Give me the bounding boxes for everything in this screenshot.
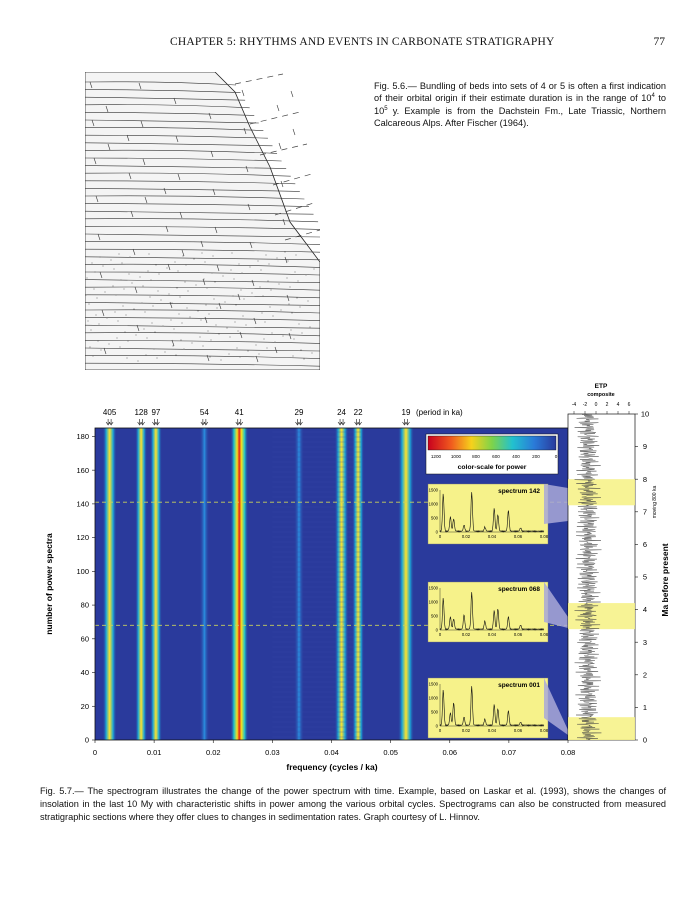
colorscale-bar (428, 436, 556, 450)
etp-panel (568, 383, 670, 745)
etp-right-tick: 4 (642, 605, 648, 615)
y-tick-label: 180 (76, 432, 89, 442)
etp-right-tick: 0 (642, 735, 648, 745)
y-tick-label: 80 (80, 600, 89, 610)
inset-title: spectrum 001 (498, 682, 540, 689)
colorscale-legend (426, 434, 558, 474)
dachstein-outcrop-sketch (85, 72, 320, 370)
etp-right-tick: 1 (642, 703, 648, 712)
period-arrow (338, 419, 345, 425)
colorscale-tick: 1000 (450, 454, 462, 459)
etp-subtitle: composite (587, 392, 615, 398)
etp-right-tick: 10 (640, 409, 650, 419)
period-arrow (295, 419, 302, 425)
period-label: 97 (151, 408, 161, 417)
inset-y-tick: 0 (435, 627, 438, 633)
colorscale-tick: 1200 (430, 454, 442, 459)
y-tick-label: 20 (80, 701, 89, 711)
running-head: CHAPTER 5: RHYTHMS AND EVENTS IN CARBONATE STRATIGRAPHY (170, 36, 555, 48)
etp-right-tick: 6 (642, 540, 648, 549)
x-tick-label: 0.01 (146, 748, 162, 757)
inset-x-tick: 0.02 (461, 728, 471, 733)
etp-x-tick: -4 (571, 402, 577, 408)
inset-y-tick: 500 (431, 515, 438, 521)
figure-5-7-caption: Fig. 5.7.— The spectrogram illustrates the change of the power spectrum with time. Example, based on Laskar et al. (1993), shows the changes of insolation in the last 10 My with characteristic shifts in power among the various orbital cycles. Spectrograms can also be constructed from measured stratigraphic sections where they offer clues to changes in sedimentation rates. Graph courtesy of L. Hinnov. (40, 786, 666, 822)
inset-x-tick: 0 (438, 728, 442, 733)
etp-window-0 (568, 717, 635, 740)
inset-x-tick: 0 (438, 534, 442, 539)
y-tick-label: 40 (80, 668, 89, 678)
band-405 (103, 428, 117, 740)
figure-5-6-caption: Fig. 5.6.— Bundling of beds into sets of 4 or 5 is often a first indication of their orbital origin if their estimate duration is in the range of $10^4$ to $10^5$ y. Example is from the Dachstein Fm., Late Triassic, Northern Calcareous Alps. After Fischer (1964). (374, 81, 667, 129)
y-tick-label: 0 (84, 735, 89, 745)
colorscale-tick: 800 (472, 454, 480, 459)
inset-title: spectrum 068 (498, 586, 540, 593)
etp-right-tick: 2 (642, 670, 648, 680)
period-label: 41 (234, 408, 244, 417)
etp-x-tick: 6 (627, 402, 631, 408)
inset-x-tick: 0.06 (513, 534, 523, 539)
colorscale-tick: 400 (512, 454, 520, 459)
y-tick-label: 140 (76, 499, 89, 509)
inset-y-tick: 1500 (428, 681, 438, 687)
inset-x-tick: 0.04 (487, 534, 497, 539)
x-tick-label: 0.05 (383, 748, 398, 757)
period-arrow (138, 419, 145, 425)
etp-right-tick: 7 (642, 507, 648, 517)
inset-x-tick: 0.06 (513, 632, 523, 637)
x-tick-label: 0.06 (442, 748, 458, 757)
colorscale-tick: 0 (554, 454, 558, 459)
page-header (0, 36, 695, 52)
y-tick-label: 160 (76, 465, 89, 475)
page-number: 77 (653, 36, 665, 48)
inset-x-tick: 0.04 (487, 728, 497, 733)
etp-window-2 (568, 479, 635, 505)
etp-x-tick: 2 (605, 402, 609, 408)
y-tick-label: 60 (80, 634, 89, 644)
inset-spectrum (428, 484, 549, 544)
inset-y-tick: 1500 (428, 487, 438, 493)
band-22 (352, 428, 364, 740)
inset-x-tick: 0.08 (539, 632, 549, 637)
x-tick-label: 0.07 (501, 748, 517, 757)
inset-y-tick: 1000 (428, 501, 438, 507)
band-19 (398, 428, 414, 740)
period-arrow (201, 419, 208, 425)
inset-y-tick: 1000 (428, 599, 438, 605)
x-tick-label: 0.02 (205, 748, 221, 757)
x-tick-label: 0.08 (560, 748, 576, 757)
inset-x-tick: 0.08 (539, 728, 549, 733)
x-tick-label: 0 (92, 748, 98, 757)
inset-x-tick: 0 (438, 632, 442, 637)
period-arrow (355, 419, 362, 425)
inset-x-tick: 0.02 (461, 534, 471, 539)
inset-x-tick: 0.08 (539, 534, 549, 539)
etp-window-label: moving 800 ka (652, 485, 658, 519)
band-54 (199, 428, 209, 740)
period-label: 54 (199, 408, 209, 417)
period-label: 29 (294, 408, 304, 417)
band-97 (150, 428, 162, 740)
y-tick-label: 100 (76, 566, 89, 576)
period-label: 19 (401, 408, 411, 417)
inset-x-tick: 0.02 (461, 632, 471, 637)
period-label: 24 (337, 408, 347, 417)
inset-x-tick: 0.04 (487, 632, 497, 637)
period-arrow (402, 419, 409, 425)
inset-y-tick: 500 (431, 709, 438, 715)
period-arrow (106, 419, 113, 425)
period-unit-label: (period in ka) (416, 408, 463, 417)
y-tick-label: 120 (76, 533, 89, 543)
y-axis-label: number of power spectra (44, 533, 54, 635)
band-24 (335, 428, 349, 740)
colorscale-tick: 600 (492, 454, 500, 459)
inset-y-tick: 0 (435, 723, 438, 729)
etp-right-tick: 3 (642, 637, 648, 647)
etp-x-tick: -2 (582, 402, 588, 408)
x-tick-label: 0.04 (324, 748, 339, 757)
etp-right-tick: 5 (642, 572, 648, 582)
etp-title: ETP (594, 383, 608, 390)
inset-y-tick: 500 (431, 613, 438, 619)
band-29 (294, 428, 304, 740)
period-label: 128 (134, 408, 148, 417)
inset-y-tick: 1000 (428, 695, 438, 701)
period-arrow (236, 419, 243, 425)
spectrogram-figure (40, 380, 690, 775)
x-tick-label: 0.03 (265, 748, 280, 757)
inset-y-tick: 0 (435, 529, 438, 535)
period-arrow (152, 419, 159, 425)
inset-spectrum (428, 678, 549, 738)
band-128 (135, 428, 147, 740)
etp-right-tick: 8 (642, 474, 648, 484)
inset-title: spectrum 142 (498, 488, 540, 495)
x-axis-label: frequency (cycles / ka) (286, 762, 378, 772)
inset-x-tick: 0.06 (513, 728, 523, 733)
inset-spectrum (428, 582, 549, 642)
etp-right-tick: 9 (642, 442, 648, 452)
etp-x-tick: 0 (594, 402, 598, 408)
etp-right-axis-label: Ma before present (660, 543, 670, 617)
etp-x-tick: 4 (616, 402, 620, 408)
colorscale-title: color-scale for power (457, 464, 527, 471)
inset-y-tick: 1500 (428, 585, 438, 591)
colorscale-tick: 200 (532, 454, 540, 459)
band-41 (230, 428, 248, 740)
period-label: 405 (102, 408, 117, 417)
period-label: 22 (353, 408, 363, 417)
